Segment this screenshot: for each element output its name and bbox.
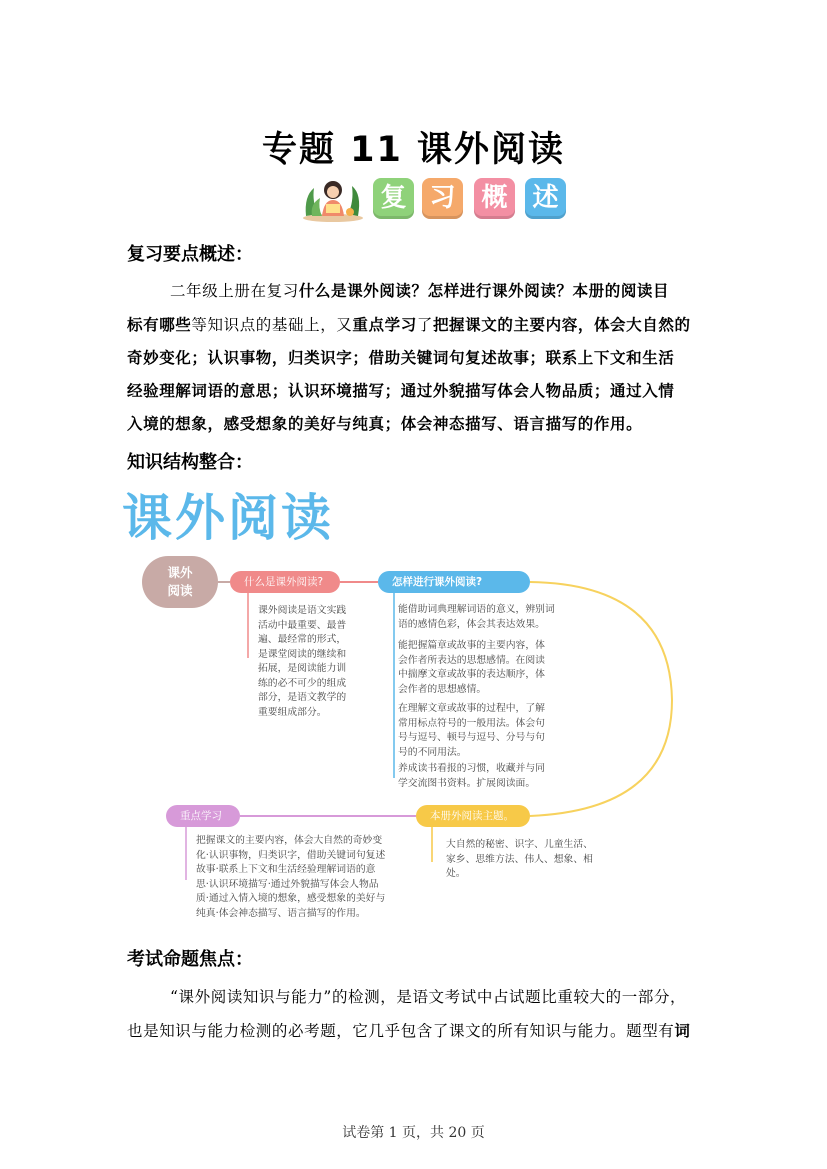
text-segment: “课外阅读知识与能力”的检测，是语文考试中占试题比重较大的一部分， <box>170 988 687 1006</box>
mindmap-note-how-1: 能借助词典理解词语的意义，辨别词 语的感情色彩，体会其表达效果。 <box>398 604 555 630</box>
text-segment: 二年级上册在复习 <box>170 282 299 300</box>
banner-tile-4: 述 <box>525 178 566 219</box>
text-segment: 奇妙变化；认识事物，归类识字；借助关键词句复述故事；联系上下文和生活 <box>127 348 675 367</box>
text-segment: 了 <box>416 316 433 334</box>
text-segment: 入境的想象，感受想象的美好与纯真；体会神态描写、语言描写的作用。 <box>127 414 643 433</box>
mindmap-note-how-2: 能把握篇章或故事的主要内容，体 会作者所表达的思想感情。在阅读 中揣摩文章或故事的表达顺序，体 会作者的思想感情。 <box>398 640 545 695</box>
exam-line-2 <box>127 1019 702 1041</box>
mindmap-note-key-learning: 把握课文的主要内容，体会大自然的奇妙变 化·认识事物，归类识字，借助关键词句复述 故事·联系上下文和生活经验理解词语的意 思·认识环境描写·通过外貌描写体会人物品 质·通过入情入境的想象，感受想象的美好与 纯真·体会神态描写、语言描写的作用。 <box>196 835 386 919</box>
page-footer: 试卷第 1 页，共 20 页 <box>342 1125 485 1141</box>
mindmap-note-how-3: 在理解文章或故事的过程中，了解 常用标点符号的一般用法。体会句 号与逗号、顿号与逗号、分号与句 号的不同用法。 <box>398 703 545 758</box>
text-segment: 经验理解词语的意思；认识环境描写；通过外貌描写体会人物品质；通过入情 <box>127 381 675 400</box>
mindmap-node-how-to: 怎样进行课外阅读? <box>378 571 530 593</box>
section-heading-review-summary: 复习要点概述： <box>127 244 253 265</box>
mindmap-node-what-is: 什么是课外阅读? <box>230 571 340 593</box>
banner-tile-2: 习 <box>422 178 463 219</box>
text-segment: 也是知识与能力检测的必考题，它几乎包含了课文的所有知识与能力。题型有 <box>127 1022 675 1040</box>
text-segment: 词 <box>674 1021 691 1040</box>
text-segment: 重点学习 <box>352 315 417 334</box>
mindmap-node-reading-theme: 本册外阅读主题。 <box>416 805 530 827</box>
mindmap-note-reading-theme: 大自然的秘密、识字、儿童生活、 家乡、思维方法、伟人、想象、相 处。 <box>446 839 593 879</box>
text-segment: 等知识点的基础上，又 <box>191 316 353 334</box>
text-segment: 把握课文的主要内容，体会大自然的 <box>432 315 691 334</box>
mindmap-note-what-is: 课外阅读是语文实践 活动中最重要、最普 遍、最经常的形式， 是课堂阅读的继续和 拓展，是阅读能力训 练的必不可少的组成 部分，是语文教学的 重要组成部分。 <box>258 605 347 718</box>
text-segment: 什么是课外阅读？怎样进行课外阅读？本册的阅读目 <box>298 281 670 300</box>
mindmap-big-title: 课外阅读 <box>122 489 334 547</box>
text-segment: 标有哪些 <box>127 315 192 334</box>
banner-tile-3: 概 <box>474 178 515 219</box>
section-heading-exam-focus: 考试命题焦点： <box>127 949 253 970</box>
mindmap-root-node: 课外 阅读 <box>142 556 218 608</box>
mindmap-note-how-4: 养成读书看报的习惯，收藏并与同 学交流图书资料。扩展阅读面。 <box>398 763 545 789</box>
page-title: 专题 11 课外阅读 <box>261 130 566 170</box>
mindmap-node-key-learning: 重点学习 <box>166 805 240 827</box>
banner-tile-1: 复 <box>373 178 414 219</box>
section-heading-knowledge-structure: 知识结构整合： <box>127 452 253 473</box>
exam-line-1 <box>170 985 745 1007</box>
